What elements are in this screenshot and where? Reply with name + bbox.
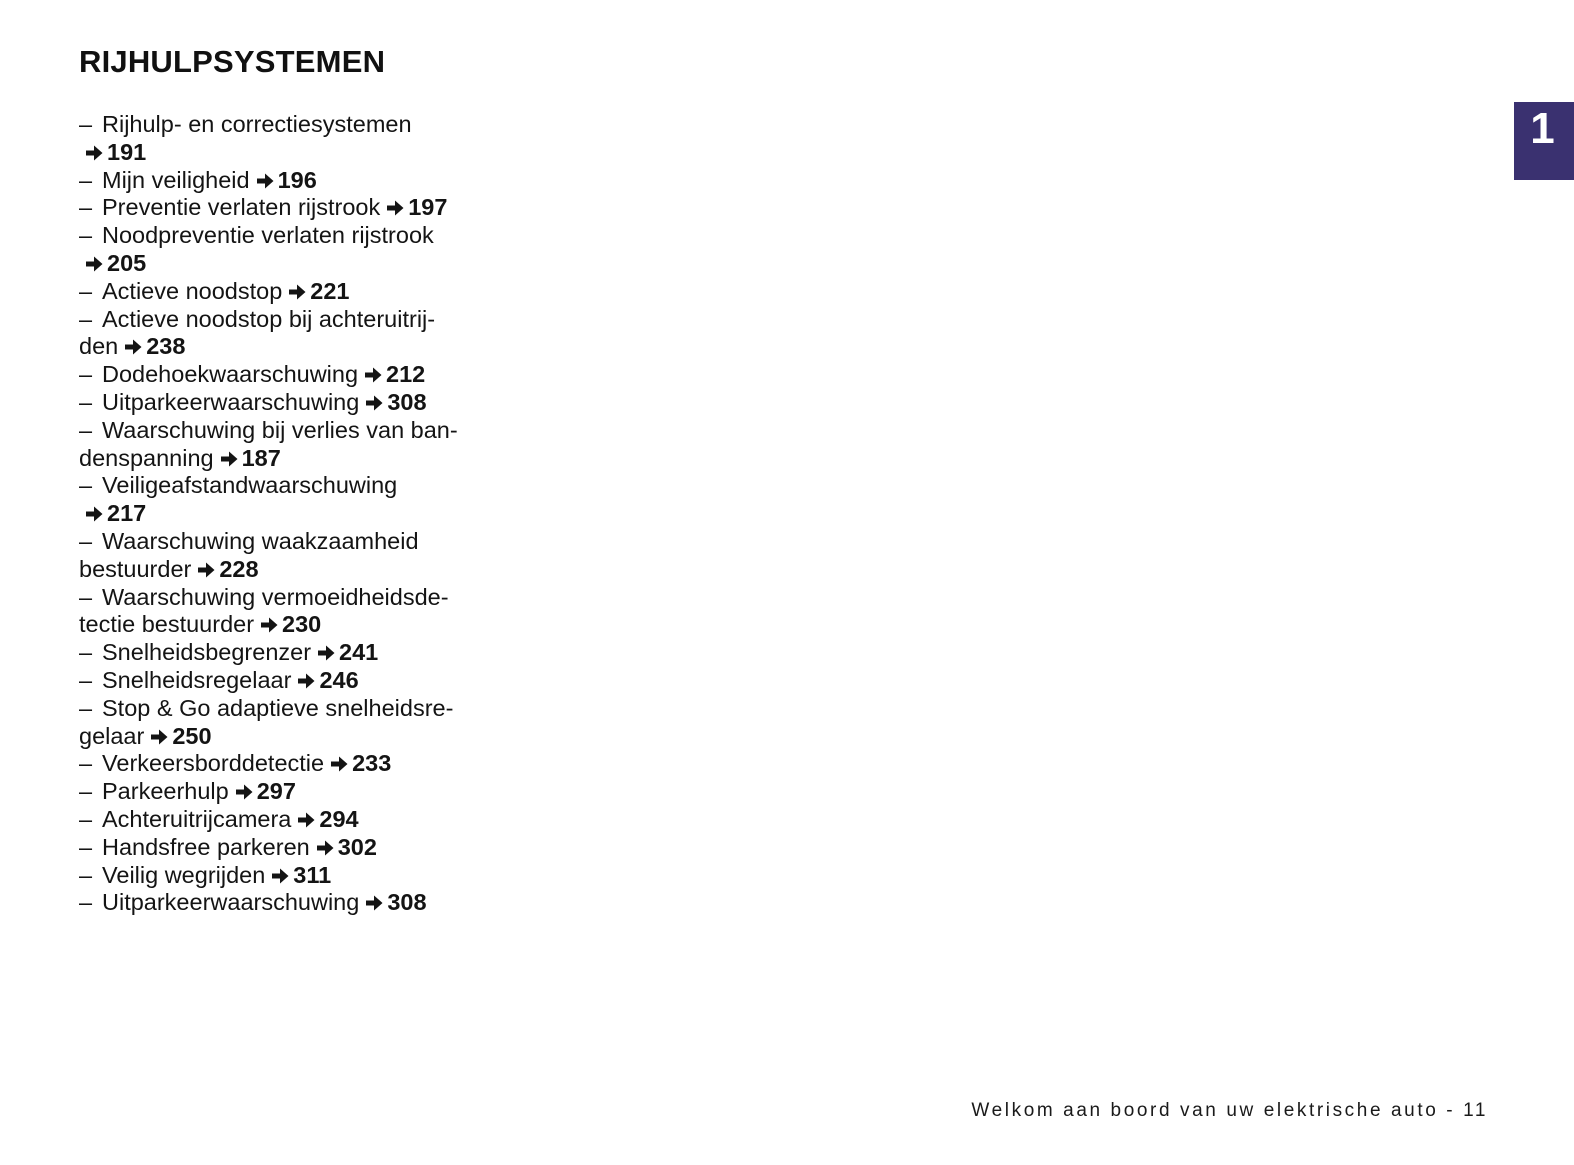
page-title: RIJHULPSYSTEMEN (79, 44, 386, 79)
toc-item-label: Actieve noodstop (102, 277, 283, 304)
toc-item-label: gelaar (79, 722, 145, 749)
toc-item[interactable] (79, 167, 509, 195)
arrow-right-icon (364, 394, 384, 412)
list-dash: – (79, 305, 93, 332)
toc-item-label: Waarschuwing waakzaamheid (102, 527, 419, 554)
toc-page-number[interactable]: 230 (282, 611, 322, 638)
toc-item[interactable] (79, 834, 509, 862)
list-dash: – (79, 889, 93, 916)
list-dash: – (79, 472, 93, 499)
toc-item-label: Handsfree parkeren (102, 833, 310, 860)
toc-item-label: Waarschuwing bij verlies van ban- (102, 416, 458, 443)
toc-item-label: Waarschuwing vermoeidheidsde- (102, 583, 449, 610)
toc-item-label: Achteruitrijcamera (102, 805, 292, 832)
list-dash: – (79, 416, 93, 443)
list-dash: – (79, 833, 93, 860)
toc-item[interactable] (79, 667, 509, 695)
list-dash: – (79, 361, 93, 388)
list-dash: – (79, 778, 93, 805)
toc-item[interactable] (79, 194, 509, 222)
toc-item[interactable] (79, 889, 509, 917)
toc-item[interactable] (79, 862, 509, 890)
toc-page-number[interactable]: 238 (146, 333, 186, 360)
toc-item-label: Uitparkeerwaarschuwing (102, 889, 360, 916)
list-dash: – (79, 750, 93, 777)
toc-page-number[interactable]: 233 (352, 750, 392, 777)
toc-item-label: tectie bestuurder (79, 611, 255, 638)
toc-item-label: Verkeersborddetectie (102, 750, 325, 777)
toc-item-label: Dodehoekwaarschuwing (102, 361, 359, 388)
arrow-right-icon (329, 755, 349, 773)
toc-page-number[interactable]: 308 (387, 388, 427, 415)
arrow-right-icon (296, 811, 316, 829)
arrow-right-icon (385, 199, 405, 217)
toc-page-number[interactable]: 297 (256, 778, 296, 805)
toc-page-number[interactable]: 250 (172, 722, 212, 749)
arrow-right-icon (123, 338, 143, 356)
toc-page-number[interactable]: 217 (107, 500, 147, 527)
arrow-right-icon (196, 561, 216, 579)
toc-page-number[interactable]: 205 (107, 249, 147, 276)
toc-item-label: Preventie verlaten rijstrook (102, 194, 381, 221)
page-footer: Welkom aan boord van uw elektrische auto - 11 (971, 1100, 1488, 1121)
list-dash: – (79, 527, 93, 554)
list-dash: – (79, 861, 93, 888)
list-dash: – (79, 639, 93, 666)
toc-page-number[interactable]: 246 (319, 666, 359, 693)
toc-item[interactable] (79, 306, 509, 362)
list-dash: – (79, 277, 93, 304)
toc-item[interactable] (79, 778, 509, 806)
arrow-right-icon (84, 144, 104, 162)
toc-page-number[interactable]: 228 (219, 555, 259, 582)
arrow-right-icon (364, 894, 384, 912)
toc-item-label: Snelheidsregelaar (102, 666, 292, 693)
toc-page-number[interactable]: 187 (241, 444, 281, 471)
toc-item-label: Uitparkeerwaarschuwing (102, 388, 360, 415)
toc-item[interactable] (79, 584, 509, 640)
toc-item[interactable] (79, 695, 509, 751)
toc-item-label: Parkeerhulp (102, 778, 229, 805)
toc-item[interactable] (79, 472, 509, 528)
toc-page-number[interactable]: 241 (339, 639, 379, 666)
toc-item-label: Stop & Go adaptieve snelheidsre- (102, 694, 454, 721)
toc-item[interactable] (79, 389, 509, 417)
toc-item-label: Noodpreventie verlaten rijstrook (102, 222, 434, 249)
toc-page-number[interactable]: 197 (408, 194, 448, 221)
toc-item[interactable] (79, 111, 509, 167)
toc-item[interactable] (79, 278, 509, 306)
toc-item-label: Actieve noodstop bij achteruitrij- (102, 305, 436, 332)
arrow-right-icon (270, 867, 290, 885)
toc-page-number[interactable]: 191 (107, 138, 147, 165)
arrow-right-icon (316, 644, 336, 662)
toc-page-number[interactable]: 196 (277, 166, 317, 193)
arrow-right-icon (84, 255, 104, 273)
arrow-right-icon (234, 783, 254, 801)
toc-page-number[interactable]: 294 (319, 805, 359, 832)
arrow-right-icon (259, 616, 279, 634)
arrow-right-icon (315, 839, 335, 857)
toc-page-number[interactable]: 302 (337, 833, 377, 860)
list-dash: – (79, 222, 93, 249)
arrow-right-icon (219, 450, 239, 468)
list-dash: – (79, 111, 93, 137)
list-dash: – (79, 805, 93, 832)
arrow-right-icon (255, 172, 275, 190)
list-dash: – (79, 388, 93, 415)
toc-item-label: bestuurder (79, 555, 192, 582)
toc-item[interactable] (79, 417, 509, 473)
toc-item-label: Snelheidsbegrenzer (102, 639, 312, 666)
arrow-right-icon (363, 366, 383, 384)
toc-item-label: denspanning (79, 444, 214, 471)
list-dash: – (79, 166, 93, 193)
list-dash: – (79, 194, 93, 221)
arrow-right-icon (296, 672, 316, 690)
toc-page-number[interactable]: 212 (386, 361, 426, 388)
toc-item[interactable] (79, 639, 509, 667)
arrow-right-icon (287, 283, 307, 301)
chapter-tab: 1 (1514, 102, 1574, 180)
toc-item[interactable] (79, 528, 509, 584)
arrow-right-icon (149, 728, 169, 746)
toc-page-number[interactable]: 308 (387, 889, 427, 916)
toc-item-label: Mijn veiligheid (102, 166, 250, 193)
toc-item[interactable] (79, 806, 509, 834)
toc-item-label: Rijhulp- en correctiesystemen (102, 111, 412, 137)
toc-item[interactable] (79, 222, 509, 278)
list-dash: – (79, 666, 93, 693)
toc-page-number[interactable]: 311 (293, 861, 332, 888)
arrow-right-icon (84, 505, 104, 523)
list-dash: – (79, 583, 93, 610)
toc-item-label: den (79, 333, 119, 360)
toc-item[interactable] (79, 361, 509, 389)
list-dash: – (79, 694, 93, 721)
toc-item-label: Veiligeafstandwaarschuwing (102, 472, 398, 499)
toc-list (79, 111, 509, 917)
toc-item-label: Veilig wegrijden (102, 861, 266, 888)
toc-item[interactable] (79, 750, 509, 778)
toc-page-number[interactable]: 221 (310, 277, 350, 304)
